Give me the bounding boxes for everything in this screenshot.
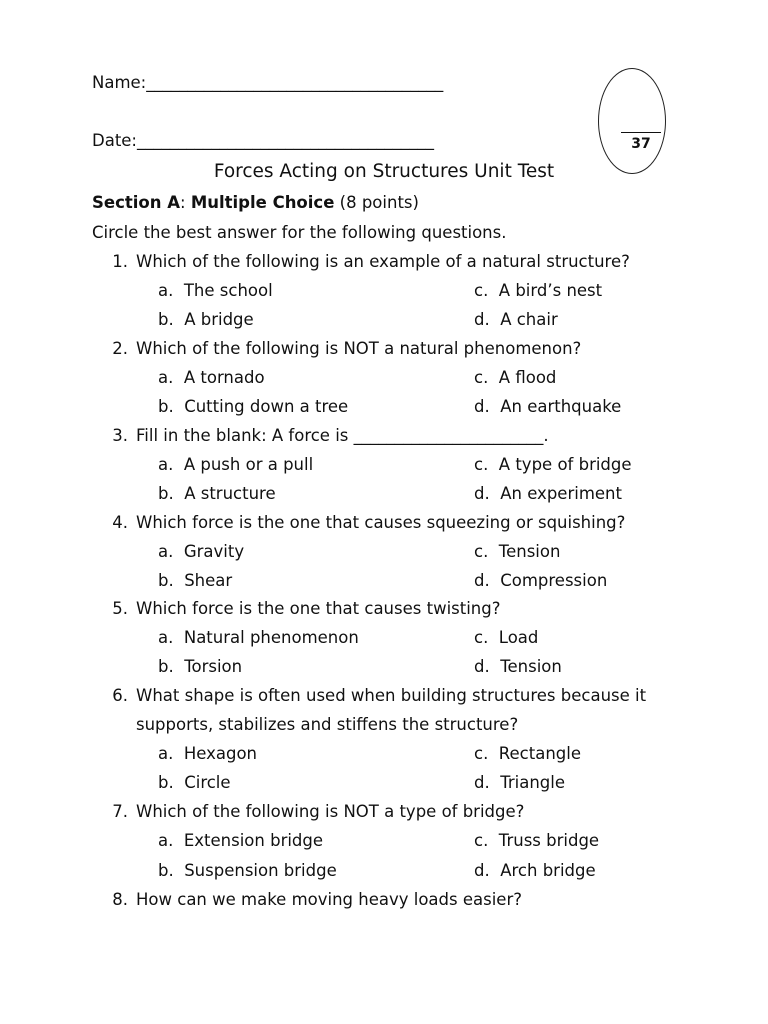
answer-option-d[interactable]: d. An experiment — [474, 484, 622, 503]
answer-option-d[interactable]: d. Compression — [474, 571, 608, 590]
question-number: 2. — [112, 339, 128, 358]
answer-option-d[interactable]: d. A chair — [474, 310, 558, 329]
answer-option-d[interactable]: d. Tension — [474, 657, 562, 676]
answer-option-b[interactable]: b. Cutting down a tree — [158, 397, 349, 416]
question-text: Which of the following is NOT a natural phenomenon? — [136, 339, 582, 358]
answer-option-b[interactable]: b. Torsion — [158, 657, 243, 676]
answer-option-b[interactable]: b. Shear — [158, 571, 233, 590]
answer-option-b[interactable]: b. A bridge — [158, 310, 254, 329]
question-number: 5. — [112, 599, 128, 618]
answer-option-c[interactable]: c. A bird’s nest — [474, 281, 603, 300]
question-text: What shape is often used when building structures because it — [136, 686, 647, 705]
section-colon: : — [180, 193, 191, 212]
question-number: 4. — [112, 513, 128, 532]
answer-option-d[interactable]: d. Triangle — [474, 773, 566, 792]
question-text: Fill in the blank: A force is _______________________. — [136, 426, 549, 445]
answer-option-c[interactable]: c. Load — [474, 628, 539, 647]
question-number: 7. — [112, 802, 128, 821]
section-heading — [92, 192, 419, 214]
answer-option-a[interactable]: a. The school — [158, 281, 273, 300]
section-points: (8 points) — [334, 193, 419, 212]
date-field[interactable]: Date:____________________________________ — [92, 131, 434, 150]
answer-option-a[interactable]: a. Extension bridge — [158, 831, 324, 850]
question-text: Which force is the one that causes twisting? — [136, 599, 501, 618]
answer-option-b[interactable]: b. A structure — [158, 484, 276, 503]
answer-option-c[interactable]: c. Truss bridge — [474, 831, 600, 850]
question-text: Which of the following is an example of a natural structure? — [136, 252, 630, 271]
question-text: Which force is the one that causes squeezing or squishing? — [136, 513, 626, 532]
answer-option-a[interactable]: a. Gravity — [158, 542, 245, 561]
question-number: 8. — [112, 890, 128, 909]
answer-option-d[interactable]: d. An earthquake — [474, 397, 622, 416]
answer-option-c[interactable]: c. A flood — [474, 368, 557, 387]
instructions: Circle the best answer for the following questions. — [92, 223, 507, 242]
answer-option-a[interactable]: a. Hexagon — [158, 744, 258, 763]
answer-option-c[interactable]: c. A type of bridge — [474, 455, 632, 474]
question-text-continued: supports, stabilizes and stiffens the structure? — [136, 715, 519, 734]
name-field[interactable]: Name:____________________________________ — [92, 73, 444, 92]
page-title: Forces Acting on Structures Unit Test — [213, 161, 555, 182]
answer-option-c[interactable]: c. Tension — [474, 542, 561, 561]
section-type: Multiple Choice — [190, 193, 335, 212]
answer-option-a[interactable]: a. A push or a pull — [158, 455, 314, 474]
score-circle — [598, 68, 666, 174]
section-name: Section A — [92, 193, 180, 212]
answer-option-d[interactable]: d. Arch bridge — [474, 861, 596, 880]
answer-option-b[interactable]: b. Circle — [158, 773, 231, 792]
question-text: How can we make moving heavy loads easier? — [136, 890, 522, 909]
answer-option-a[interactable]: a. A tornado — [158, 368, 265, 387]
question-text: Which of the following is NOT a type of bridge? — [136, 802, 525, 821]
question-number: 6. — [112, 686, 128, 705]
question-number: 1. — [112, 252, 128, 271]
score-blank — [621, 132, 661, 133]
answer-option-b[interactable]: b. Suspension bridge — [158, 861, 337, 880]
answer-option-a[interactable]: a. Natural phenomenon — [158, 628, 359, 647]
score-total: 37 — [631, 136, 651, 152]
answer-option-c[interactable]: c. Rectangle — [474, 744, 582, 763]
question-number: 3. — [112, 426, 128, 445]
